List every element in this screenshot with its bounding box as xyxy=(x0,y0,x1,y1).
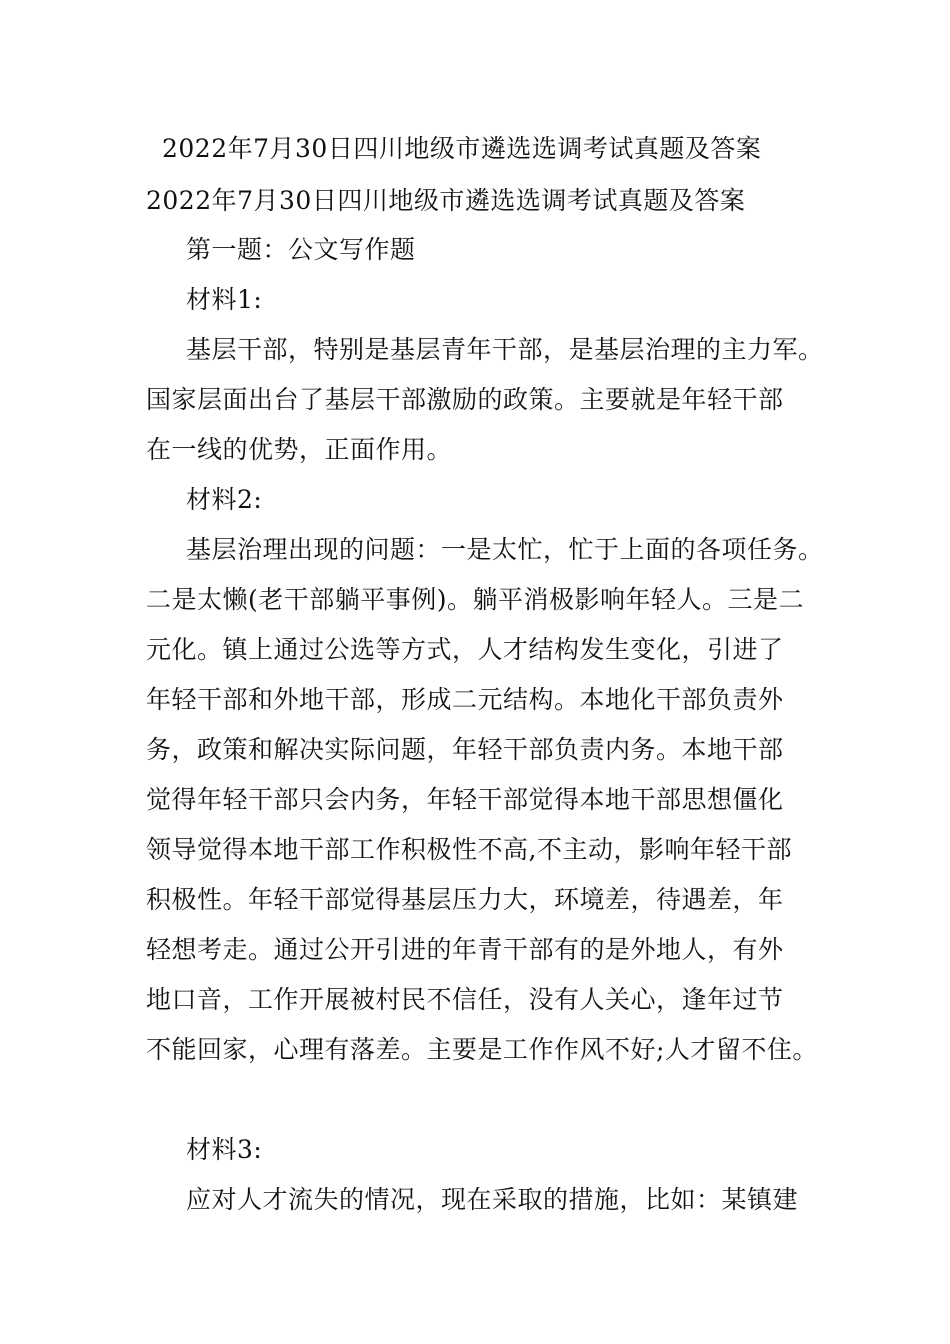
material-2-line: 地口音，工作开展被村民不信任，没有人关心，逢年过节 xyxy=(146,985,784,1014)
material-1-line: 基层干部，特别是基层青年干部，是基层治理的主力军。 xyxy=(186,335,824,364)
material-2-line: 二是太懒(老干部躺平事例)。躺平消极影响年轻人。三是二 xyxy=(146,585,805,614)
material-2-line: 不能回家，心理有落差。主要是工作作风不好;人才留不住。 xyxy=(146,1035,818,1064)
document-title: 2022年7月30日四川地级市遴选选调考试真题及答案 xyxy=(146,186,746,215)
material-3-line: 应对人才流失的情况，现在采取的措施，比如：某镇建 xyxy=(186,1185,799,1214)
material-3-label: 材料3: xyxy=(186,1135,263,1164)
header-title: 2022年7月30日四川地级市遴选选调考试真题及答案 xyxy=(162,134,762,163)
material-1-line: 在一线的优势，正面作用。 xyxy=(146,435,453,464)
material-1-label: 材料1: xyxy=(186,285,263,314)
section-heading: 第一题：公文写作题 xyxy=(186,235,416,264)
material-2-line: 务，政策和解决实际问题，年轻干部负责内务。本地干部 xyxy=(146,735,784,764)
material-1-line: 国家层面出台了基层干部激励的政策。主要就是年轻干部 xyxy=(146,385,784,414)
material-2-label: 材料2: xyxy=(186,485,263,514)
material-2-line: 年轻干部和外地干部，形成二元结构。本地化干部负责外 xyxy=(146,685,784,714)
material-2-line: 轻想考走。通过公开引进的年青干部有的是外地人，有外 xyxy=(146,935,784,964)
material-2-line: 领导觉得本地干部工作积极性不高,不主动，影响年轻干部 xyxy=(146,835,792,864)
material-2-line: 基层治理出现的问题：一是太忙，忙于上面的各项任务。 xyxy=(186,535,824,564)
material-2-line: 元化。镇上通过公选等方式，人才结构发生变化，引进了 xyxy=(146,635,784,664)
material-2-line: 积极性。年轻干部觉得基层压力大，环境差，待遇差，年 xyxy=(146,885,784,914)
material-2-line: 觉得年轻干部只会内务，年轻干部觉得本地干部思想僵化 xyxy=(146,785,784,814)
